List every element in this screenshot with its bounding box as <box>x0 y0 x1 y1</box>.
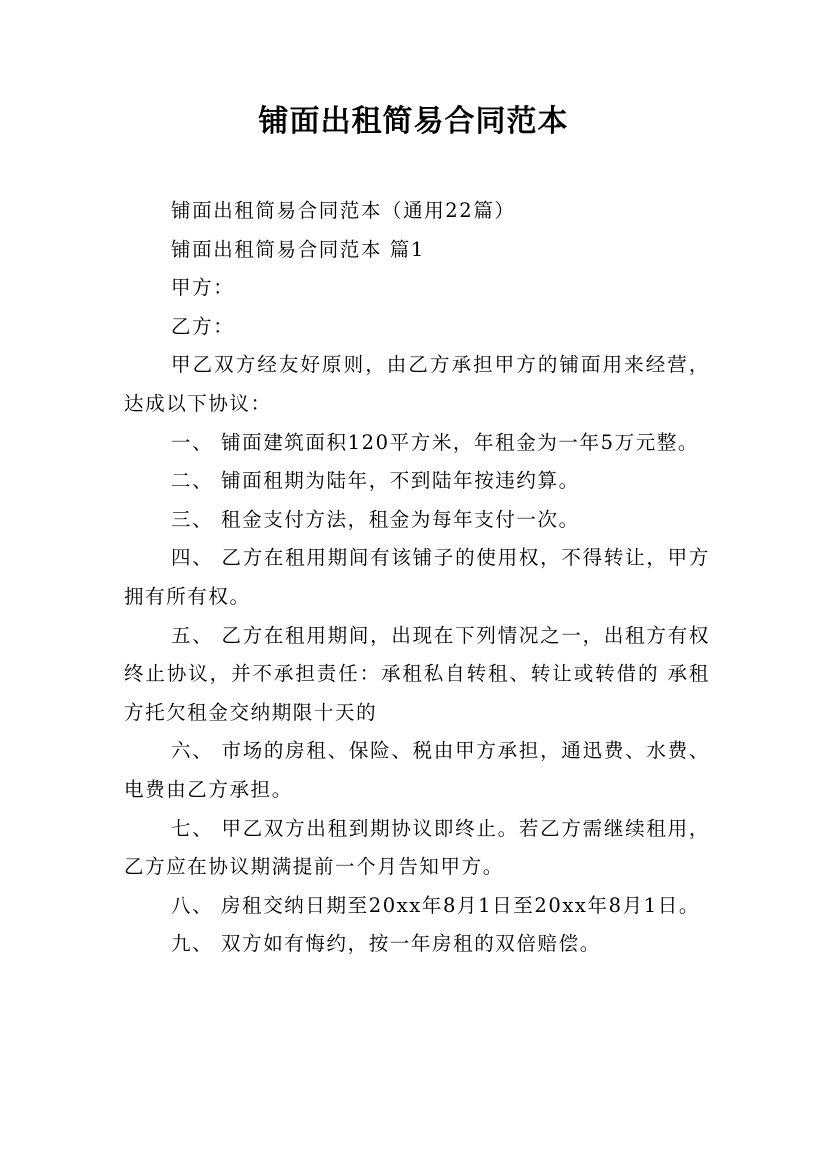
clause-3-paragraph: 三、 租金支付方法，租金为每年支付一次。 <box>171 507 580 531</box>
clause-9-paragraph: 九、 双方如有悔约，按一年房租的双倍赔偿。 <box>171 932 601 956</box>
clause-7-paragraph: 七、 甲乙双方出租到期协议即终止。若乙方需继续租用，乙方应在协议期满提前一个月告知甲方。 <box>124 816 710 879</box>
clause-4-paragraph: 四、 乙方在租用期间有该铺子的使用权，不得转让，甲方拥有所有权。 <box>124 546 710 608</box>
clause-8-paragraph: 八、 房租交纳日期至20xx年8月1日至20xx年8月1日。 <box>171 893 700 917</box>
clause-5-paragraph: 五、 乙方在租用期间，出现在下列情况之一，出租方有权终止协议，并不承担责任：承租私自转租、转让或转借的 承租方托欠租金交纳期限十天的 <box>124 623 710 724</box>
document-title: 铺面出租简易合同范本 <box>258 104 569 139</box>
intro-paragraph: 甲乙双方经友好原则，由乙方承担甲方的铺面用来经营，达成以下协议： <box>124 353 710 415</box>
party-b-paragraph: 乙方： <box>171 314 235 338</box>
document-body <box>124 192 710 964</box>
section-heading-paragraph: 铺面出租简易合同范本 篇1 <box>171 237 425 261</box>
clause-2-paragraph: 二、 铺面租期为陆年，不到陆年按违约算。 <box>171 469 580 493</box>
clause-1-paragraph: 一、 铺面建筑面积120平方米，年租金为一年5万元整。 <box>171 430 700 454</box>
subtitle-paragraph: 铺面出租简易合同范本（通用22篇） <box>171 199 516 222</box>
party-a-paragraph: 甲方： <box>171 276 235 300</box>
clause-6-paragraph: 六、 市场的房租、保险、税由甲方承担，通迅费、水费、电费由乙方承担。 <box>124 739 710 801</box>
